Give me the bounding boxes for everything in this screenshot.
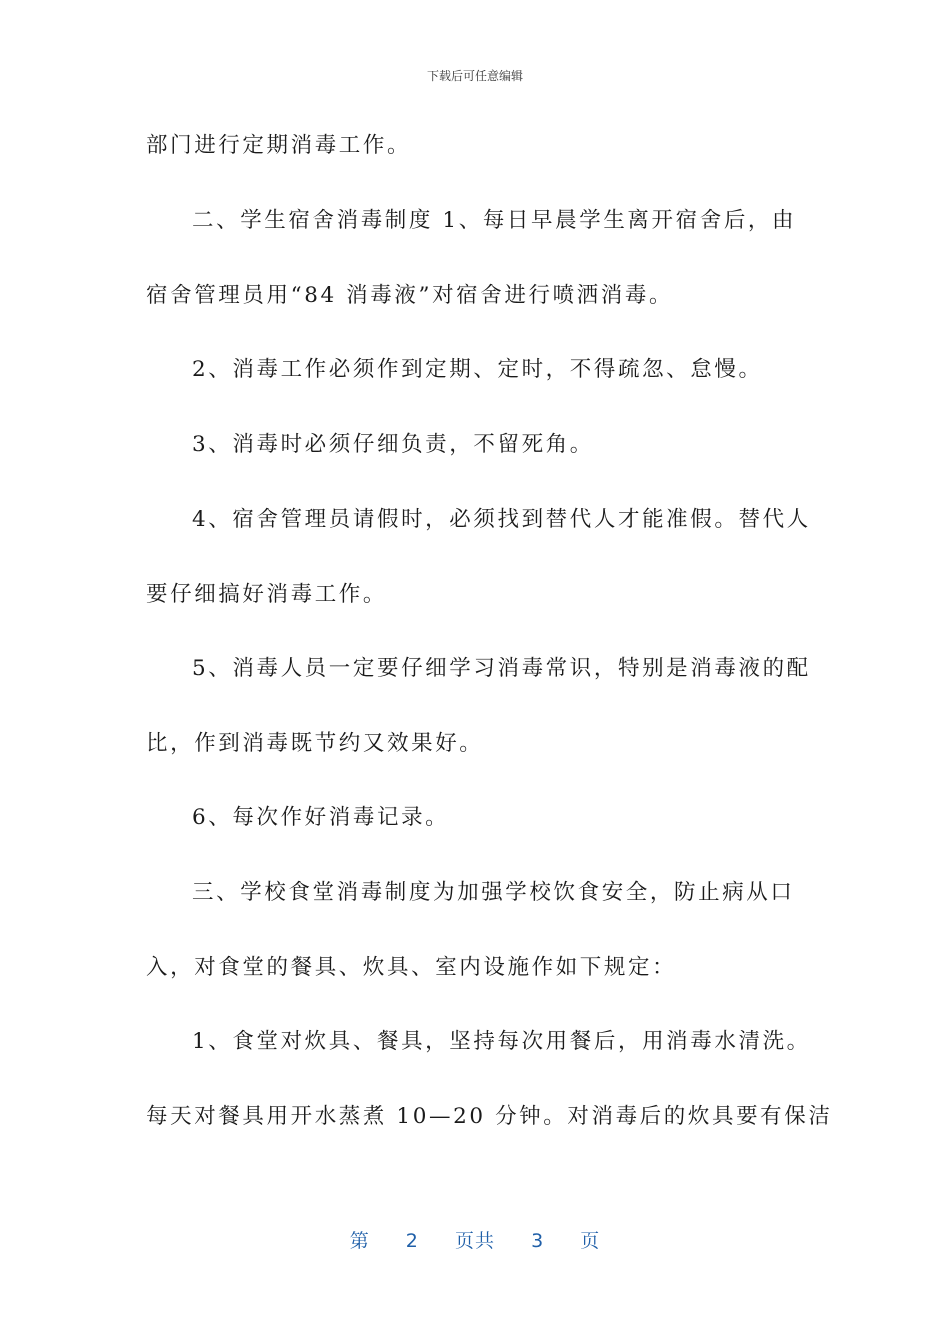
paragraph-line: 3、消毒时必须仔细负责，不留死角。 <box>192 432 594 457</box>
footer-prefix: 第 <box>349 1230 370 1252</box>
paragraph-line: 6、每次作好消毒记录。 <box>192 805 450 830</box>
page-header: 下载后可任意编辑 <box>426 69 523 83</box>
footer-page-number: 2 <box>405 1230 419 1252</box>
paragraph-line: 要仔细搞好消毒工作。 <box>146 582 388 607</box>
footer-total-pages: 3 <box>531 1230 545 1252</box>
paragraph-line: 2、消毒工作必须作到定期、定时，不得疏忽、怠慢。 <box>192 357 763 382</box>
paragraph-line: 宿舍管理员用“84 消毒液”对宿舍进行喷洒消毒。 <box>146 283 674 308</box>
paragraph-line: 1、食堂对炊具、餐具，坚持每次用餐后，用消毒水清洗。 <box>192 1029 811 1054</box>
paragraph-line: 入，对食堂的餐具、炊具、室内设施作如下规定： <box>146 955 677 980</box>
paragraph-line: 比，作到消毒既节约又效果好。 <box>146 731 484 756</box>
paragraph-line: 每天对餐具用开水蒸煮 10—20 分钟。对消毒后的炊具要有保洁 <box>146 1104 833 1129</box>
paragraph-line: 二、学生宿舍消毒制度 1、每日早晨学生离开宿舍后，由 <box>192 208 797 233</box>
footer-suffix: 页 <box>580 1230 601 1252</box>
paragraph-line: 4、宿舍管理员请假时，必须找到替代人才能准假。替代人 <box>192 507 811 532</box>
page-footer <box>0 1226 950 1253</box>
paragraph-line: 5、消毒人员一定要仔细学习消毒常识，特别是消毒液的配 <box>192 656 811 681</box>
paragraph-line: 部门进行定期消毒工作。 <box>146 133 412 158</box>
footer-middle: 页共 <box>454 1230 495 1252</box>
paragraph-line: 三、学校食堂消毒制度为加强学校饮食安全，防止病从口 <box>192 880 795 905</box>
